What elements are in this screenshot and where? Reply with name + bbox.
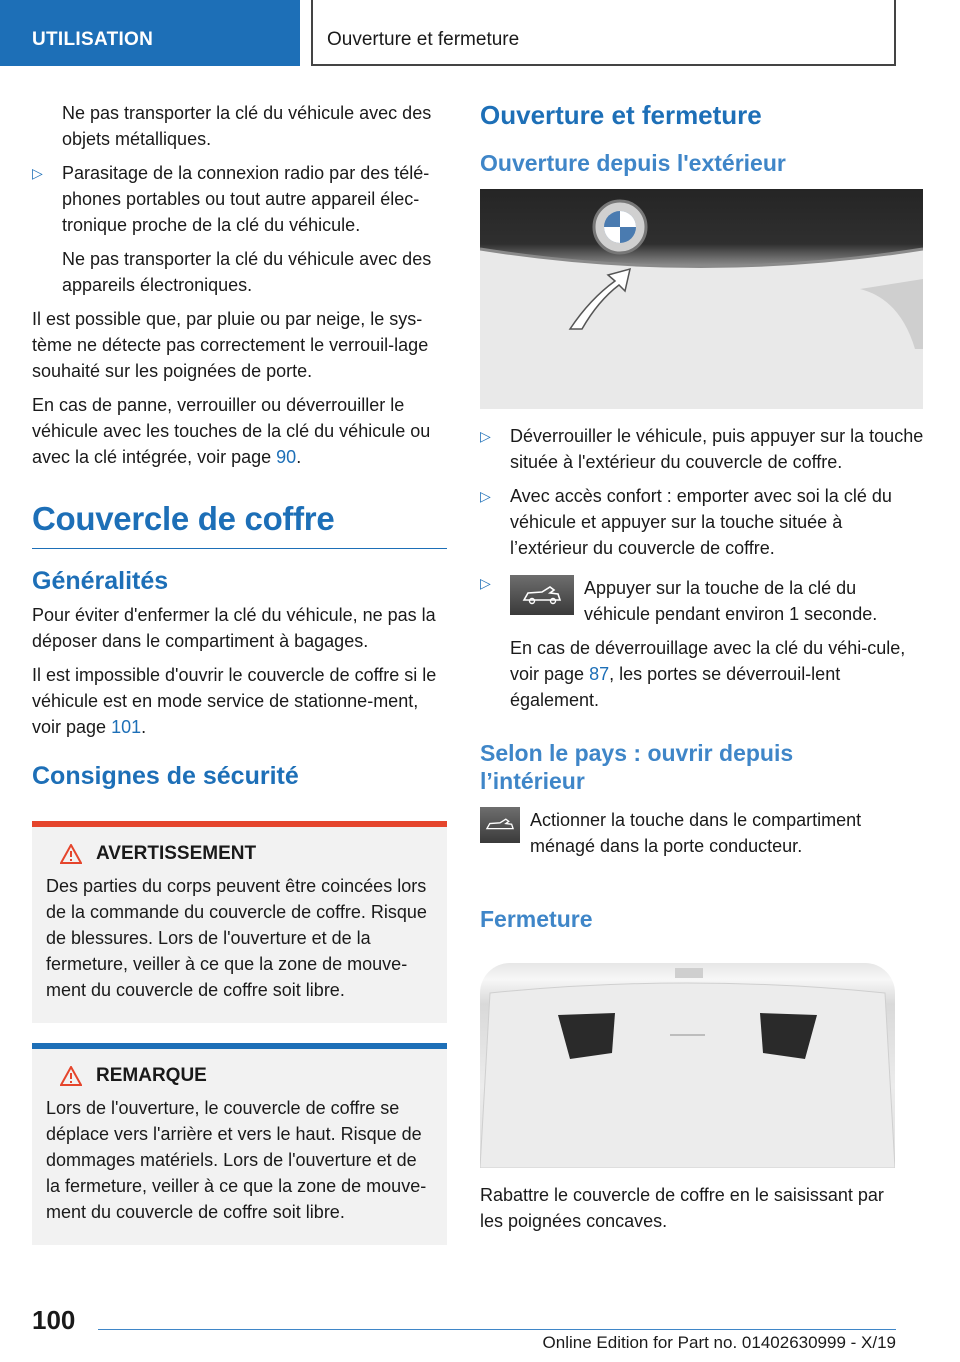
subheading-general: Généralités: [32, 567, 169, 595]
right-column: [480, 100, 925, 1242]
paragraph-text: .: [141, 717, 147, 737]
left-column: [32, 100, 447, 1259]
list-item: [32, 160, 447, 238]
paragraph-text: Il est impossible d'ouvrir le couvercle de coffre si le véhicule est en mode service de stationne-ment, voir page: [32, 665, 437, 737]
inside-instruction: [480, 807, 925, 859]
paragraph-text: En cas de panne, verrouiller ou déverrouiller le véhicule avec les touches de la clé du véhicule ou avec la clé intégrée, voir page: [32, 395, 431, 467]
note-title-row: [46, 1065, 433, 1087]
triangle-bullet-icon: ▷: [32, 165, 43, 181]
footer-rule: [98, 1329, 896, 1330]
triangle-bullet-icon: ▷: [480, 575, 491, 591]
paragraph: [32, 662, 447, 740]
paragraph: [32, 392, 447, 470]
list-item-text: Parasitage de la connexion radio par des télé-phones portables ou tout autre appareil élec-tronique proche de la clé du véhicule.: [62, 163, 430, 235]
subheading-safety: Consignes de sécurité: [32, 762, 299, 790]
subheading-inside: Selon le pays : ouvrir depuis l’intérieur: [480, 740, 794, 794]
trunk-key-button-icon: [510, 575, 574, 615]
note-title: REMARQUE: [96, 1065, 207, 1086]
close-text: Rabattre le couvercle de coffre en le saisissant par les poignées concaves.: [480, 1185, 884, 1231]
page-footer: [0, 1295, 960, 1362]
paragraph-text: .: [296, 447, 302, 467]
warning-box: [32, 821, 447, 1023]
paragraph: Ne pas transporter la clé du véhicule avec des objets métalliques.: [62, 103, 432, 149]
paragraph: Il est possible que, par pluie ou par neige, le sys-tème ne détecte pas correctement le verrouil-lage souhaité sur les poignées de porte.: [32, 309, 429, 381]
section-title: UTILISATION: [32, 29, 154, 50]
warning-triangle-icon: [60, 1066, 82, 1086]
list-item: [480, 483, 925, 561]
section-tab: [0, 0, 300, 66]
warning-triangle-icon: [60, 844, 82, 864]
section-heading: Couvercle de coffre: [32, 500, 447, 549]
subheading-close: Fermeture: [480, 906, 593, 932]
subheading-outside: Ouverture depuis l'extérieur: [480, 150, 786, 176]
right-heading: Ouverture et fermeture: [480, 100, 762, 130]
list-item-text: Appuyer sur la touche de la clé du véhicule pendant environ 1 seconde.: [584, 578, 878, 624]
trunk-release-button-icon: [480, 807, 520, 843]
paragraph: [480, 635, 925, 713]
warning-text: Des parties du corps peuvent être coincées lors de la commande du couvercle de coffre. Risque de blessures. Lors de l'ouverture et de la fermeture, veiller à ce que la zone de mouve-ment du couvercle de coffre soit libre.: [46, 876, 427, 1000]
note-box: [32, 1043, 447, 1245]
trunk-lid-illustration: [480, 963, 895, 1168]
list-item-text: Déverrouiller le véhicule, puis appuyer sur la touche située à l'extérieur du couvercle de coffre.: [510, 426, 924, 472]
paragraph: Ne pas transporter la clé du véhicule avec des appareils électroniques.: [62, 249, 432, 295]
triangle-bullet-icon: ▷: [480, 488, 491, 504]
page-link-101[interactable]: 101: [111, 717, 142, 737]
edition-label: Online Edition for Part no. 01402630999 - X/19: [542, 1333, 896, 1352]
paragraph-text: En cas de déverrouillage avec la clé du véhi-cule, voir page: [510, 638, 906, 684]
inside-text: Actionner la touche dans le compartiment ménagé dans la porte conducteur.: [530, 810, 862, 856]
warning-title-row: [46, 843, 433, 865]
paragraph-text: , les portes se déverrouil-lent également.: [510, 664, 841, 710]
paragraph: Pour éviter d'enfermer la clé du véhicule, ne pas la déposer dans le compartiment à bagages.: [32, 605, 436, 651]
trunk-illustration: [480, 189, 923, 409]
warning-title: AVERTISSEMENT: [96, 843, 257, 864]
chapter-header: [311, 0, 896, 66]
trunk-button-photo: [480, 189, 923, 409]
page-link-87[interactable]: 87: [589, 664, 610, 684]
page-link-90[interactable]: 90: [276, 447, 297, 467]
list-item: [480, 575, 925, 627]
page-number: 100: [32, 1305, 76, 1335]
list-item: [480, 423, 925, 475]
triangle-bullet-icon: ▷: [480, 428, 491, 444]
trunk-lid-photo: [480, 963, 895, 1168]
note-text: Lors de l'ouverture, le couvercle de coffre se déplace vers l'arrière et vers le haut. Risque de dommages matériels. Lors de l'ouverture et de la fermeture, veiller à ce que la zone de mouve-ment du couvercle de coffre soit libre.: [46, 1098, 427, 1222]
chapter-title: Ouverture et fermeture: [327, 29, 520, 50]
list-item-text: Avec accès confort : emporter avec soi la clé du véhicule et appuyer sur la touche située à l’extérieur du couvercle de coffre.: [510, 486, 892, 558]
